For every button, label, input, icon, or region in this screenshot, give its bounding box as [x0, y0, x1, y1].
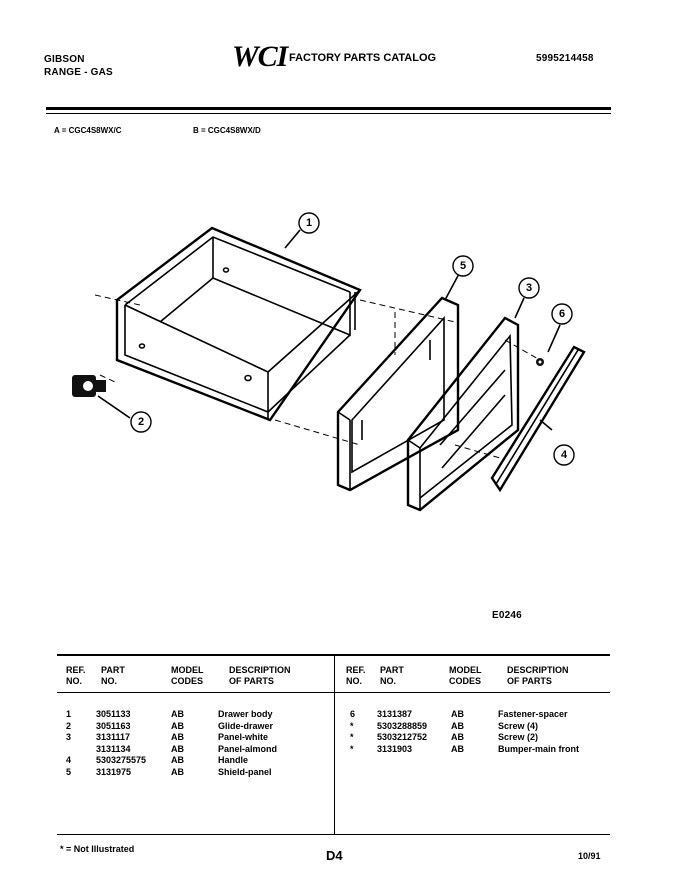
header-desc-right: DESCRIPTION OF PARTS	[507, 665, 569, 686]
svg-text:5: 5	[459, 260, 467, 272]
page-number: D4	[326, 848, 343, 863]
wci-logo: WCI	[232, 40, 288, 73]
catalog-number: 5995214458	[536, 53, 594, 64]
model-b: B = CGC4S8WX/D	[193, 126, 261, 135]
header-model: MODEL CODES	[171, 665, 204, 686]
handle	[492, 347, 584, 490]
callout-4	[554, 445, 574, 465]
callout-6	[552, 304, 572, 324]
leader-line	[515, 298, 524, 318]
callout-1	[299, 213, 319, 233]
brand-name: GIBSON	[44, 54, 85, 65]
leader-line	[445, 272, 460, 300]
header-ref: REF. NO.	[66, 665, 86, 686]
svg-text:2: 2	[137, 416, 145, 428]
axis-line	[360, 300, 455, 322]
callout-2	[131, 412, 151, 432]
svg-text:6: 6	[558, 308, 566, 320]
model-a: A = CGC4S8WX/C	[54, 126, 122, 135]
svg-text:4: 4	[560, 449, 568, 461]
front-panel	[408, 318, 518, 510]
footnote: * = Not Illustrated	[60, 844, 135, 854]
leader-line	[98, 396, 130, 418]
fastener-spacer	[536, 358, 544, 366]
header-model-right: MODEL CODES	[449, 665, 482, 686]
revision-date: 10/91	[578, 851, 601, 861]
callout-3	[519, 278, 539, 298]
header-ref-right: REF. NO.	[346, 665, 366, 686]
header-part: PART NO.	[101, 665, 125, 686]
leader-line	[548, 325, 560, 352]
svg-text:3: 3	[525, 282, 533, 294]
drawer-body	[117, 228, 360, 420]
shield-panel	[338, 298, 458, 490]
leader-line	[540, 420, 552, 430]
leader-line	[285, 230, 300, 248]
table-bottom-rule	[57, 834, 610, 835]
header-part-right: PART NO.	[380, 665, 404, 686]
catalog-title: FACTORY PARTS CATALOG	[289, 52, 437, 64]
glide-drawer	[72, 375, 106, 397]
header-desc: DESCRIPTION OF PARTS	[229, 665, 291, 686]
diagram-code: E0246	[492, 610, 522, 621]
callout-5	[453, 256, 473, 276]
svg-text:1: 1	[305, 217, 313, 229]
table-divider	[334, 654, 335, 834]
axis-line	[275, 420, 360, 445]
product-type: RANGE - GAS	[44, 67, 113, 78]
